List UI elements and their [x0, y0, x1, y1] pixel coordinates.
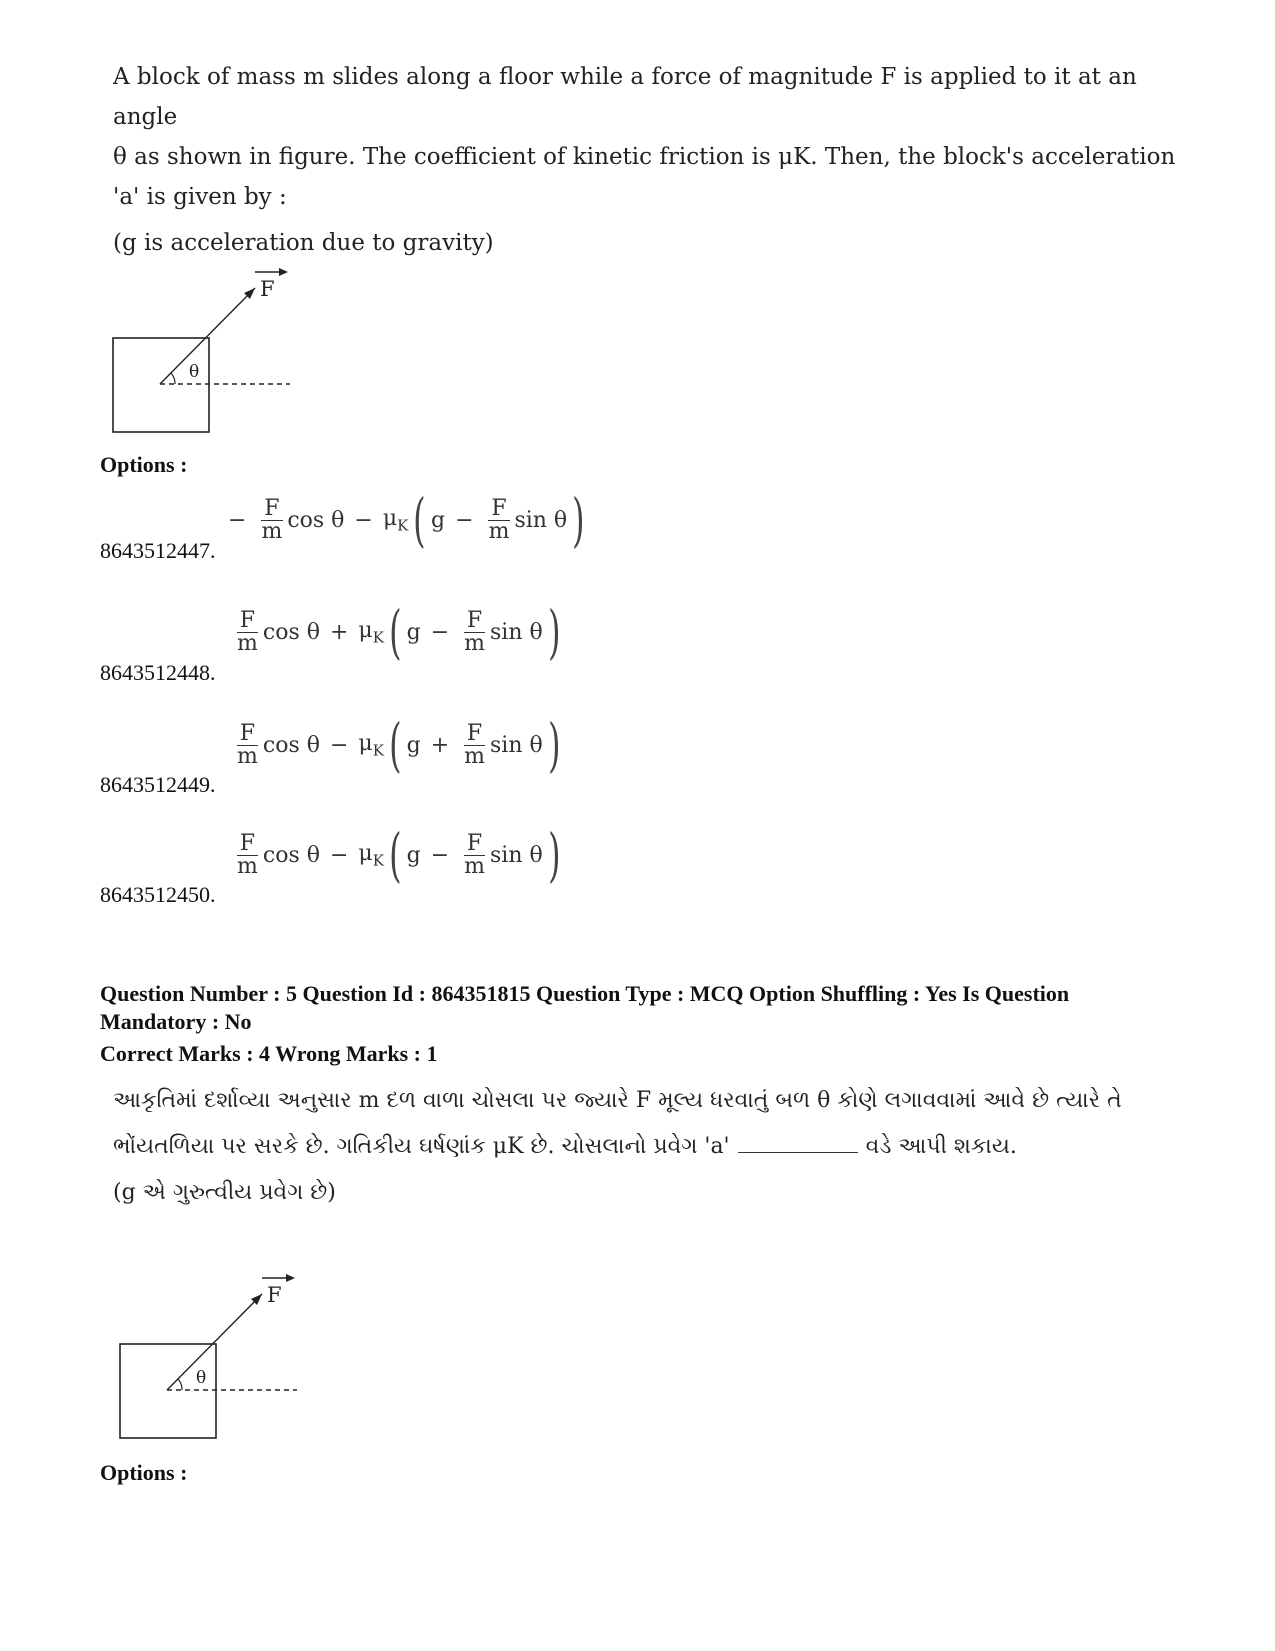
formula-operator: −: [455, 507, 474, 533]
fraction: [234, 720, 261, 769]
fraction-denominator: m: [237, 743, 258, 769]
fraction-denominator: m: [464, 853, 485, 879]
formula-term: sin θ: [490, 732, 543, 758]
fraction-numerator: F: [464, 833, 485, 856]
question-line: A block of mass m slides along a floor while a force of magnitude F is applied to it at an angle: [113, 64, 1137, 130]
question-note: (g એ ગુરુત્વીય પ્રવેગ છે): [113, 1180, 336, 1205]
right-paren: ): [547, 711, 561, 779]
formula-operator: −: [430, 619, 450, 645]
option-formula: [232, 820, 565, 890]
formula-g: g: [431, 507, 446, 533]
question-line: 'a' is given by :: [113, 184, 287, 210]
mu-subscript: K: [372, 628, 384, 647]
mu-k: [358, 841, 384, 869]
question-line: [113, 1124, 1193, 1170]
right-paren: ): [547, 821, 561, 889]
question-line: આકૃતિમાં દર્શાવ્યા અનુસાર m દળ વાળા ચોસલા પર જ્યારે F મૂલ્ય ધરવાતું બળ θ કોણે લગાવવામાં આવે છે ત્યારે તે: [113, 1088, 1122, 1113]
angle-label: θ: [189, 362, 200, 382]
option-id[interactable]: 8643512448.: [100, 660, 216, 685]
question-note: (g is acceleration due to gravity): [113, 230, 494, 256]
formula-term: sin θ: [514, 507, 568, 533]
option-formula: [228, 485, 590, 555]
fraction: [461, 607, 488, 656]
marks-line: Correct Marks : 4 Wrong Marks : 1: [100, 1041, 438, 1066]
option-id[interactable]: 8643512447.: [100, 538, 216, 563]
fraction-denominator: m: [464, 743, 485, 769]
option-id[interactable]: 8643512450.: [100, 882, 216, 907]
mu-subscript: K: [372, 741, 384, 760]
right-paren: ): [547, 598, 561, 666]
fraction: [461, 720, 488, 769]
mu-subscript: K: [397, 516, 409, 535]
force-label: F: [267, 1283, 282, 1307]
mu-symbol: μ: [358, 617, 373, 643]
force-label: F: [260, 277, 275, 301]
fraction-denominator: m: [464, 630, 485, 656]
mu-subscript: K: [372, 851, 384, 870]
question-line: θ as shown in figure. The coefficient of kinetic friction is μK. Then, the block's acceleration: [113, 144, 1176, 170]
angle-label: θ: [196, 1368, 207, 1388]
mu-k: [358, 618, 384, 646]
formula-term: cos θ: [287, 507, 345, 533]
force-diagram: [105, 258, 315, 438]
option-formula: [232, 710, 565, 780]
fraction-numerator: F: [237, 610, 258, 633]
right-paren: ): [572, 486, 585, 554]
mu-k: [383, 506, 409, 534]
formula-term: sin θ: [490, 842, 543, 868]
left-paren: (: [413, 486, 426, 554]
fraction-denominator: m: [237, 630, 258, 656]
formula-operator: −: [430, 842, 450, 868]
option-formula: [232, 597, 565, 667]
fraction-numerator: F: [464, 723, 485, 746]
options-heading: Options :: [100, 452, 188, 477]
fraction-numerator: F: [464, 610, 485, 633]
formula-term: sin θ: [490, 619, 543, 645]
fraction: [461, 830, 488, 879]
fraction: [486, 495, 513, 544]
question-meta-line: Question Number : 5 Question Id : 864351815 Question Type : MCQ Option Shuffling : Yes Is Question: [100, 981, 1070, 1006]
formula-term: cos θ: [262, 732, 320, 758]
formula-term: cos θ: [262, 619, 320, 645]
answer-blank: [738, 1130, 858, 1153]
formula-sign: −: [228, 507, 247, 533]
fraction-denominator: m: [488, 518, 510, 544]
fraction: [258, 495, 285, 544]
fraction-numerator: F: [261, 498, 282, 521]
formula-g: g: [406, 619, 421, 645]
mu-symbol: μ: [382, 505, 398, 531]
fraction-numerator: F: [237, 833, 258, 856]
fraction: [234, 830, 261, 879]
options-heading: Options :: [100, 1460, 188, 1485]
question-line-part: વડે આપી શકાય.: [865, 1134, 1017, 1159]
question-meta: [100, 980, 1210, 1068]
question-line-part: ભોંયતળિયા પર સરકે છે. ગતિકીય ઘર્ષણાંક μK છે. ચોસલાનો પ્રવેગ 'a': [113, 1134, 730, 1159]
formula-g: g: [406, 732, 421, 758]
formula-term: cos θ: [262, 842, 320, 868]
left-paren: (: [389, 711, 402, 779]
formula-operator: +: [430, 732, 450, 758]
fraction: [234, 607, 261, 656]
force-diagram: [112, 1264, 322, 1444]
mu-symbol: μ: [358, 730, 373, 756]
left-paren: (: [389, 821, 402, 889]
fraction-denominator: m: [237, 853, 258, 879]
question-meta-line: Mandatory : No: [100, 1009, 252, 1034]
fraction-numerator: F: [237, 723, 258, 746]
fraction-denominator: m: [261, 518, 283, 544]
formula-operator: +: [329, 619, 349, 645]
option-id[interactable]: 8643512449.: [100, 772, 216, 797]
formula-g: g: [406, 842, 421, 868]
question-text-gu: [113, 1078, 1193, 1216]
fraction-numerator: F: [488, 498, 509, 521]
formula-operator: −: [329, 732, 349, 758]
left-paren: (: [389, 598, 402, 666]
formula-operator: −: [354, 507, 373, 533]
mu-k: [358, 731, 384, 759]
mu-symbol: μ: [358, 840, 373, 866]
question-text-en: [113, 57, 1193, 263]
formula-operator: −: [329, 842, 349, 868]
